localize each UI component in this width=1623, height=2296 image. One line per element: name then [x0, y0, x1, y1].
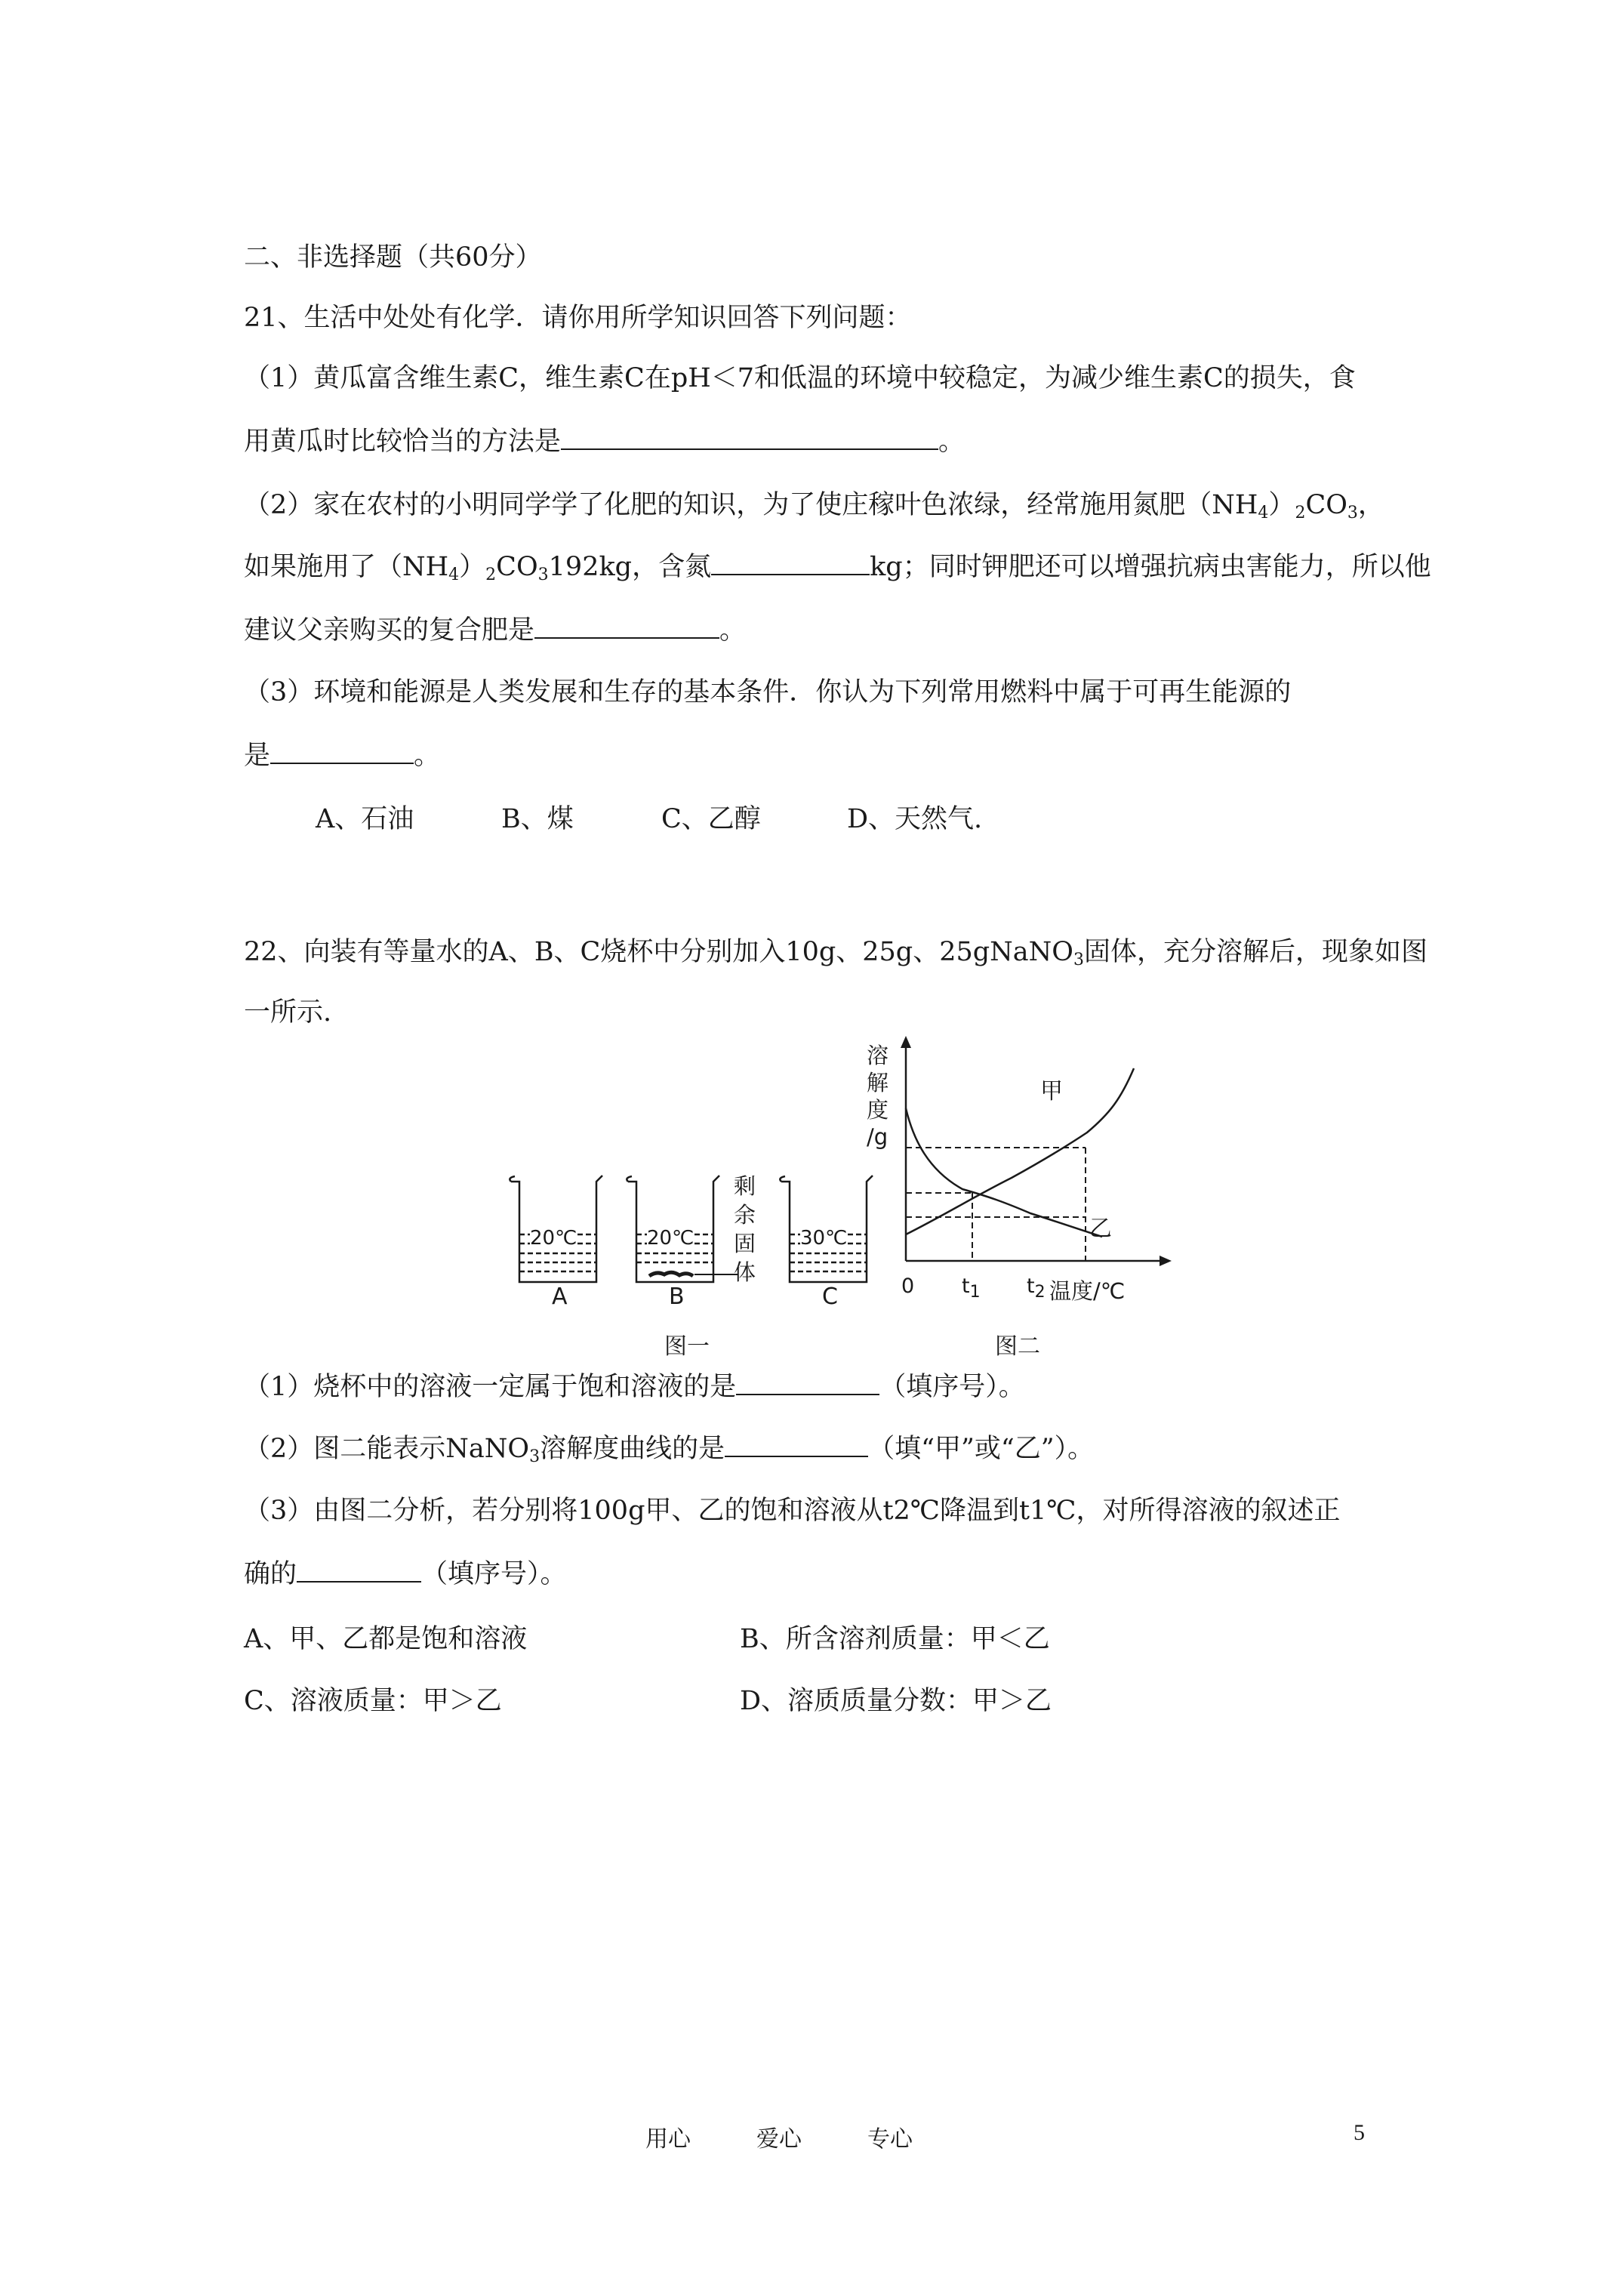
punct: 。	[719, 615, 747, 646]
q21-part1-text: 用黄瓜时比较恰当的方法是	[244, 427, 562, 457]
text: kg；同时钾肥还可以增强抗病虫害能力，所以他	[870, 552, 1431, 582]
answer-blank	[534, 615, 719, 639]
text: ，	[1357, 490, 1384, 520]
text: （2）家在农村的小明同学学了化肥的知识，为了使庄稼叶色浓绿，经常施用氮肥（NH	[244, 490, 1258, 520]
punct: 。	[938, 427, 965, 457]
q22-sub2	[244, 1432, 1094, 1466]
text: 溶解度曲线的是	[540, 1434, 725, 1464]
punct: 。	[414, 741, 441, 771]
residue-char: 剩	[734, 1173, 756, 1199]
tick-text: t	[962, 1274, 970, 1298]
tick-t2	[1027, 1274, 1046, 1302]
subscript: 2	[1295, 504, 1306, 522]
q22-sub1	[244, 1370, 1025, 1404]
text: ）	[1268, 490, 1295, 520]
q21-part1-line1: （1）黄瓜富含维生素C，维生素C在pH＜7和低温的环境中较稳定，为减少维生素C的损失，食	[244, 363, 1356, 393]
tick-sub: 2	[1034, 1283, 1046, 1302]
x-axis-label: 温度/℃	[1049, 1278, 1126, 1304]
footer-item-1: 用心	[645, 2126, 691, 2153]
beaker-b-temp: 20℃	[647, 1227, 694, 1250]
footer-item-3: 专心	[867, 2126, 913, 2153]
subscript: 3	[1347, 504, 1358, 522]
residue-char: 体	[734, 1259, 756, 1285]
q21-part3-line1: （3）环境和能源是人类发展和生存的基本条件．你认为下列常用燃料中属于可再生能源的	[244, 677, 1292, 707]
q22-choice-c: C、溶液质量：甲＞乙	[244, 1686, 502, 1716]
subscript: 3	[529, 1447, 540, 1466]
text: 建议父亲购买的复合肥是	[244, 615, 535, 646]
y-axis-label	[867, 1042, 894, 1151]
ylabel-char: 解	[867, 1070, 889, 1096]
option-a: A、石油	[316, 804, 414, 834]
figure-2-caption: 图二	[995, 1333, 1040, 1360]
ylabel-char: /g	[867, 1124, 888, 1150]
q22-choice-a: A、甲、乙都是饱和溶液	[244, 1624, 528, 1654]
residue-label	[734, 1172, 758, 1287]
answer-blank	[736, 1371, 879, 1395]
beaker-a-temp: 20℃	[530, 1227, 577, 1250]
text: 固体，充分溶解后，现象如图	[1083, 937, 1427, 967]
answer-blank	[297, 1558, 421, 1583]
section-title: 二、非选择题（共60分）	[244, 242, 542, 273]
option-c: C、乙醇	[661, 804, 761, 834]
beaker-c-temp: 30℃	[800, 1227, 848, 1250]
beaker-c-label: C	[822, 1284, 838, 1310]
subscript: 4	[448, 566, 460, 584]
q21-stem: 21、生活中处处有化学．请你用所学知识回答下列问题：	[244, 303, 912, 333]
footer-item-2: 爱心	[756, 2126, 802, 2153]
tick-text: t	[1027, 1274, 1035, 1298]
q22-sub3-line1: （3）由图二分析，若分别将100g甲、乙的饱和溶液从t2℃降温到t1℃，对所得溶液的叙述正	[244, 1496, 1341, 1526]
text: 确的	[244, 1559, 297, 1589]
option-b: B、煤	[501, 804, 574, 834]
q21-part1-line2	[244, 424, 965, 459]
tick-t1	[962, 1274, 981, 1302]
text: （填序号）。	[879, 1372, 1025, 1402]
text: 如果施用了（NH	[244, 552, 449, 582]
curve-label-jia: 甲	[1040, 1078, 1063, 1105]
q22-choice-b: B、所含溶剂质量：甲＜乙	[740, 1624, 1050, 1654]
text: 192kg，含氮	[548, 552, 712, 582]
q21-part2-line1	[244, 488, 1384, 522]
q21-part3-line2	[244, 738, 440, 773]
tick-sub: 1	[969, 1283, 981, 1302]
q22-stem-line1	[244, 935, 1427, 969]
text: CO	[496, 552, 538, 582]
text: （填序号）。	[421, 1559, 567, 1589]
q21-part2-line3	[244, 613, 746, 648]
answer-blank	[725, 1433, 868, 1457]
q21-part2-line2	[244, 550, 1431, 584]
answer-blank	[711, 551, 870, 575]
y-axis-arrow	[901, 1036, 911, 1048]
beaker-a-label: A	[552, 1284, 568, 1310]
q22-choice-d: D、溶质质量分数：甲＞乙	[740, 1686, 1052, 1716]
text: （1）烧杯中的溶液一定属于饱和溶液的是	[244, 1372, 737, 1402]
ylabel-char: 溶	[867, 1043, 889, 1068]
x-axis-arrow	[1160, 1256, 1172, 1266]
text: （2）图二能表示NaNO	[244, 1434, 530, 1464]
text: （填“甲”或“乙”）。	[868, 1434, 1095, 1464]
subscript: 3	[537, 566, 549, 584]
q22-stem-line2: 一所示.	[244, 997, 332, 1028]
origin-label: 0	[901, 1274, 915, 1298]
answer-blank	[270, 740, 414, 764]
subscript: 4	[1258, 504, 1269, 522]
beaker-b-label: B	[669, 1284, 685, 1310]
text: ）	[459, 552, 486, 582]
page-number: 5	[1354, 2120, 1365, 2145]
subscript: 2	[485, 566, 497, 584]
figure-1-caption: 图一	[664, 1333, 710, 1360]
q22-sub3-line2	[244, 1557, 567, 1592]
curve-label-yi: 乙	[1089, 1216, 1112, 1242]
ylabel-char: 度	[867, 1097, 889, 1123]
q21-options	[316, 802, 982, 837]
text: CO	[1305, 490, 1347, 520]
subscript: 3	[1073, 951, 1084, 969]
residue-char: 固	[734, 1231, 756, 1256]
answer-blank	[561, 426, 938, 450]
text: 22、向装有等量水的A、B、C烧杯中分别加入10g、25g、25gNaNO	[244, 937, 1073, 967]
residue-char: 余	[734, 1202, 756, 1228]
text: 是	[244, 741, 271, 771]
option-d: D、天然气.	[847, 804, 983, 834]
